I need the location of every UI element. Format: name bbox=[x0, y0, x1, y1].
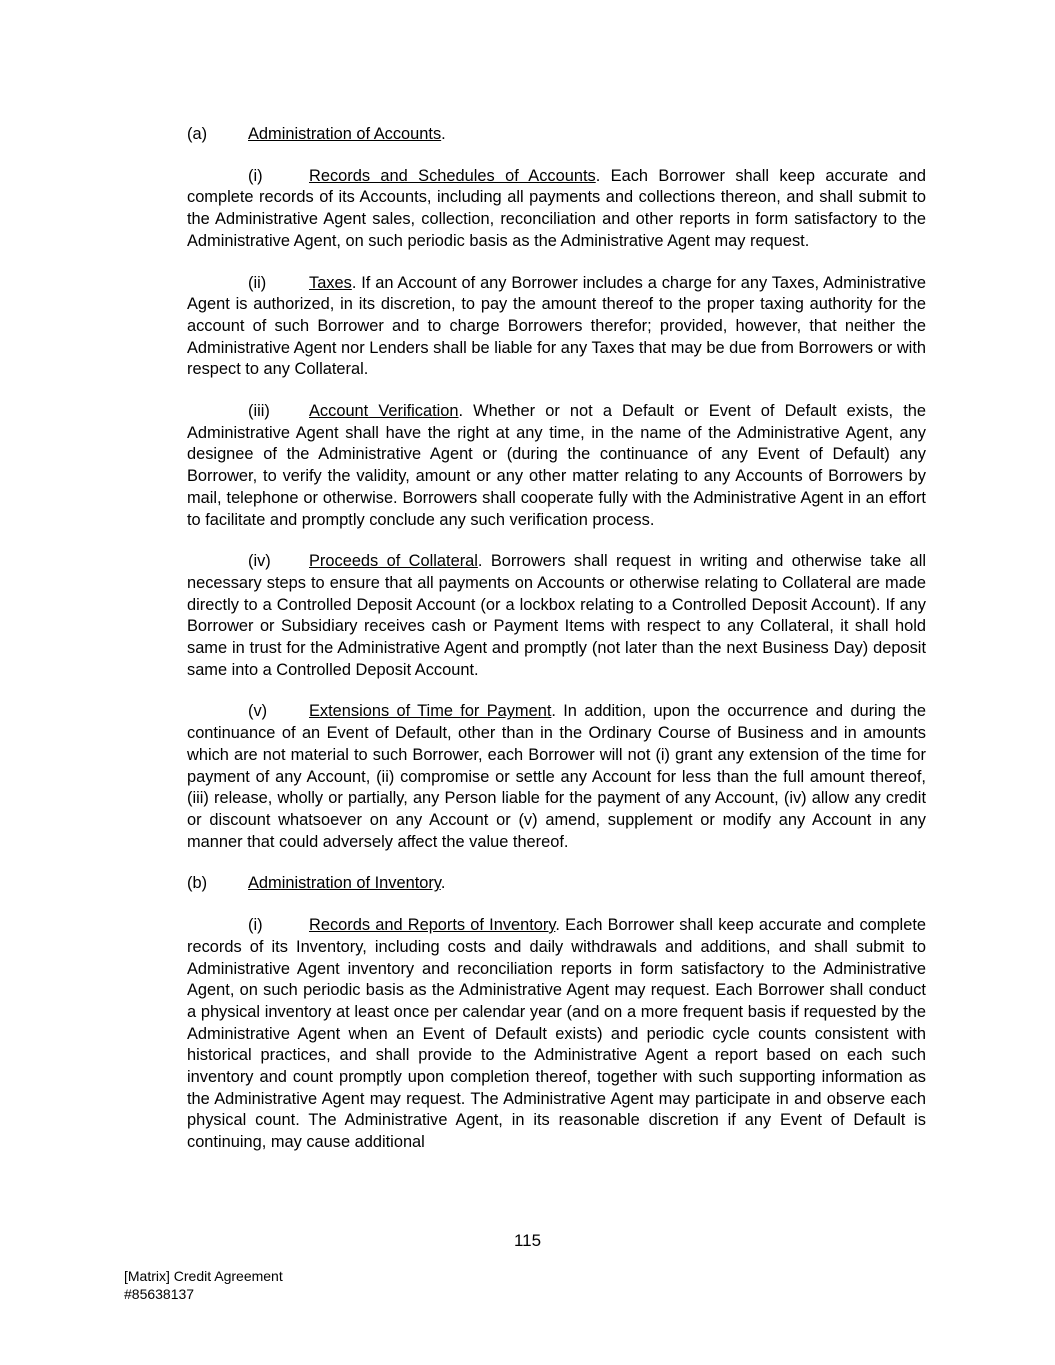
paragraph-title: Extensions of Time for Payment bbox=[309, 702, 552, 721]
paragraph-title: Proceeds of Collateral bbox=[309, 552, 478, 571]
paragraph-title: Account Verification bbox=[309, 402, 459, 421]
paragraph-a-i bbox=[187, 166, 926, 253]
paragraph-text: . In addition, upon the occurrence and during the continuance of an Event of Default, other than in the Ordinary Course of Business and in amounts which are not material to such Borrower, each Borrower will not (i) grant any extension of the time for payment of any Account, (ii) compromise or settle any Account for less than the full amount thereof, (iii) release, wholly or partially, any Person liable for the payment of any Account, (iv) allow any credit or discount whatsoever on any Account or (v) amend, supplement or modify any Account in any manner that could adversely affect the value thereof. bbox=[187, 702, 926, 851]
section-b-title-suffix: . bbox=[440, 874, 446, 893]
section-a-heading bbox=[187, 124, 926, 146]
section-a-number: (a) bbox=[187, 125, 208, 143]
paragraph-text: . If an Account of any Borrower includes a charge for any Taxes, Administrative Agent is authorized, in its discretion, to pay the amount thereof to the proper taxing authority for the account of such Borrower and to charge Borrowers therefor; provided, however, that neither the Administrative Agent nor Lenders shall be liable for any Taxes that may be due from Borrowers or with respect to any Collateral. bbox=[187, 273, 926, 379]
page-number: 115 bbox=[513, 1231, 542, 1250]
footer-document-title: [Matrix] Credit Agreement bbox=[124, 1268, 283, 1284]
paragraph-a-v bbox=[187, 701, 926, 853]
section-b-number: (b) bbox=[187, 874, 208, 893]
document-body bbox=[187, 124, 926, 1174]
paragraph-title: Records and Schedules of Accounts bbox=[309, 166, 596, 185]
paragraph-text: . Whether or not a Default or Event of Default exists, the Administrative Agent shall have the right at any time, in the name of the Administrative Agent, any designee of the Administrative Agent or (during the continuance of any Event of Default) any Borrower, to verify the validity, amount or any other matter relating to any Accounts of Borrowers by mail, telephone or otherwise. Borrowers shall cooperate fully with the Administrative Agent in an effort to facilitate and promptly conclude any such verification process. bbox=[187, 402, 926, 529]
footer bbox=[124, 1267, 283, 1303]
paragraph-title: Taxes bbox=[309, 273, 352, 292]
paragraph-number: (ii) bbox=[248, 273, 267, 292]
section-b-title: Administration of Inventory bbox=[248, 874, 441, 893]
section-a-title-suffix: . bbox=[441, 125, 446, 143]
paragraph-number: (i) bbox=[248, 916, 263, 935]
section-a-title: Administration of Accounts bbox=[248, 125, 442, 143]
paragraph-text: . Each Borrower shall keep accurate and complete records of its Accounts, including all payments and collections thereon, and shall submit to the Administrative Agent sales, collection, reconciliation and other reports in form satisfactory to the Administrative Agent, on such periodic basis as the Administrative Agent may request. bbox=[187, 166, 926, 250]
paragraph-number: (iv) bbox=[248, 552, 271, 571]
paragraph-number: (iii) bbox=[248, 402, 270, 421]
paragraph-a-iv bbox=[187, 551, 926, 681]
paragraph-title: Records and Reports of Inventory bbox=[309, 916, 556, 935]
paragraph-text: . Each Borrower shall keep accurate and complete records of its Inventory, including costs and daily withdrawals and additions, and shall submit to Administrative Agent inventory and reconciliation reports in form satisfactory to the Administrative Agent, on such periodic basis as the Administrative Agent may request. Each Borrower shall conduct a physical inventory at least once per calendar year (and on a more frequent basis if requested by the Administrative Agent when an Event of Default exists) and periodic cycle counts consistent with historical practices, and shall provide to the Administrative Agent a report based on each such inventory and count promptly upon completion thereof, together with such supporting information as the Administrative Agent may request. The Administrative Agent may participate in and observe each physical count. The Administrative Agent, in its reasonable discretion if any Event of Default is continuing, may cause additional bbox=[187, 916, 926, 1152]
footer-document-id: #85638137 bbox=[124, 1286, 195, 1302]
paragraph-number: (i) bbox=[248, 166, 263, 185]
section-b-heading bbox=[187, 873, 926, 895]
paragraph-a-ii bbox=[187, 273, 926, 382]
paragraph-a-iii bbox=[187, 401, 926, 531]
paragraph-b-i bbox=[187, 915, 926, 1154]
paragraph-number: (v) bbox=[248, 702, 268, 721]
paragraph-text: . Borrowers shall request in writing and otherwise take all necessary steps to ensure that all payments on Accounts or otherwise relating to Collateral are made directly to a Controlled Deposit Account (or a lockbox relating to a Controlled Deposit Account). If any Borrower or Subsidiary receives cash or Payment Items with respect to any Collateral, it shall hold same in trust for the Administrative Agent and promptly (not later than the next Business Day) deposit same into a Controlled Deposit Account. bbox=[187, 552, 926, 679]
